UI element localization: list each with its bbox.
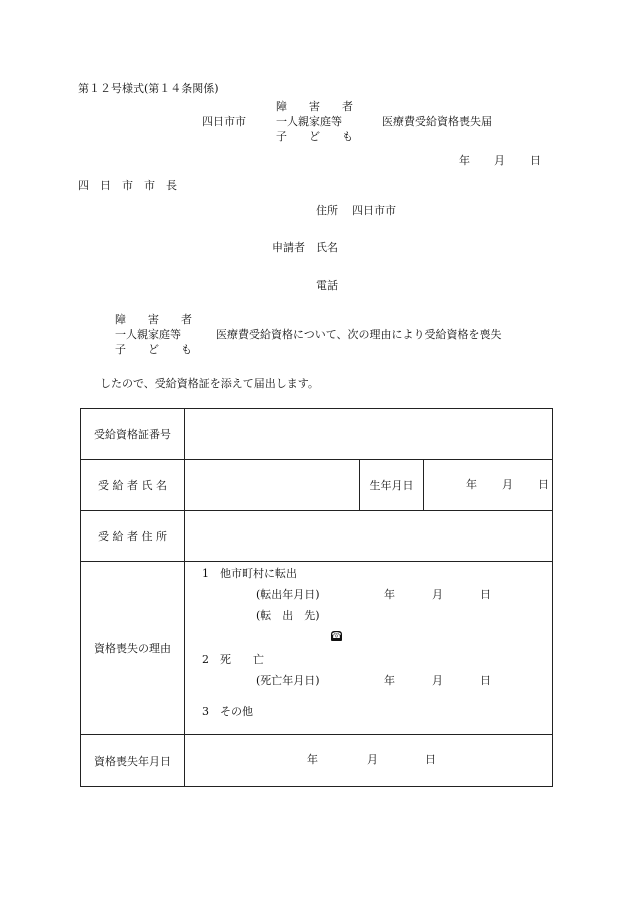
statement-line-2: したので、受給資格証を添えて届出します。 [100, 377, 319, 390]
recipient-name-field[interactable] [185, 460, 360, 511]
recipient-address-label: 受 給 者 住 所 [81, 511, 185, 562]
date-day: 日 [530, 154, 541, 167]
moveout-day: 日 [480, 588, 491, 601]
date-month: 月 [494, 154, 505, 167]
row-recipient-address [81, 511, 553, 562]
reason-1-moveout: 1 他市町村に転出 [202, 567, 297, 580]
name-label: 氏名 [316, 241, 338, 254]
cert-number-field[interactable] [185, 409, 553, 460]
reason-3-other: 3 その他 [202, 705, 253, 718]
title-option-single-parent: 一人親家庭等 [276, 115, 342, 128]
destination-label: (転 出 先) [256, 609, 320, 622]
addressee: 四 日 市 市 長 [78, 179, 177, 192]
birthdate-month: 月 [502, 478, 513, 491]
statement-option-children: 子 ど も [115, 343, 192, 356]
statement-option-disabled: 障 害 者 [115, 313, 192, 326]
moveout-date-label: (転出年月日) [256, 588, 320, 601]
applicant-role-label: 申請者 [272, 241, 305, 254]
telephone-icon: ☎ [331, 631, 342, 640]
loss-month: 月 [367, 753, 378, 766]
death-month: 月 [432, 674, 443, 687]
moveout-month: 月 [432, 588, 443, 601]
address-label: 住所 [316, 204, 338, 217]
row-recipient-name [81, 460, 553, 511]
reason-label: 資格喪失の理由 [81, 562, 185, 735]
title-option-children: 子 ど も [276, 130, 353, 143]
recipient-address-field[interactable] [185, 511, 553, 562]
document-title: 医療費受給資格喪失届 [382, 115, 492, 128]
form-table [80, 408, 553, 787]
row-reason [81, 562, 553, 735]
address-value: 四日市市 [352, 204, 396, 217]
reason-2-death: 2 死 亡 [202, 653, 264, 666]
statement-line-1: 医療費受給資格について、次の理由により受給資格を喪失 [216, 328, 502, 341]
date-year: 年 [459, 154, 470, 167]
phone-label: 電話 [316, 279, 338, 292]
statement-option-single-parent: 一人親家庭等 [115, 328, 181, 341]
loss-date-field[interactable] [185, 735, 553, 787]
form-number: 第１２号様式(第１４条関係) [78, 82, 219, 95]
loss-day: 日 [425, 753, 436, 766]
reason-field[interactable] [185, 562, 553, 735]
death-day: 日 [480, 674, 491, 687]
cert-number-label: 受給資格証番号 [81, 409, 185, 460]
title-prefix: 四日市市 [202, 115, 246, 128]
birthdate-field[interactable] [424, 460, 553, 511]
death-date-label: (死亡年月日) [256, 674, 320, 687]
birthdate-year: 年 [466, 478, 477, 491]
birthdate-day: 日 [538, 478, 549, 491]
moveout-year: 年 [384, 588, 395, 601]
birthdate-label: 生年月日 [360, 460, 424, 511]
title-option-disabled: 障 害 者 [276, 100, 353, 113]
row-cert-number [81, 409, 553, 460]
death-year: 年 [384, 674, 395, 687]
recipient-name-label: 受 給 者 氏 名 [81, 460, 185, 511]
loss-date-label: 資格喪失年月日 [81, 735, 185, 787]
row-loss-date [81, 735, 553, 787]
loss-year: 年 [307, 753, 318, 766]
